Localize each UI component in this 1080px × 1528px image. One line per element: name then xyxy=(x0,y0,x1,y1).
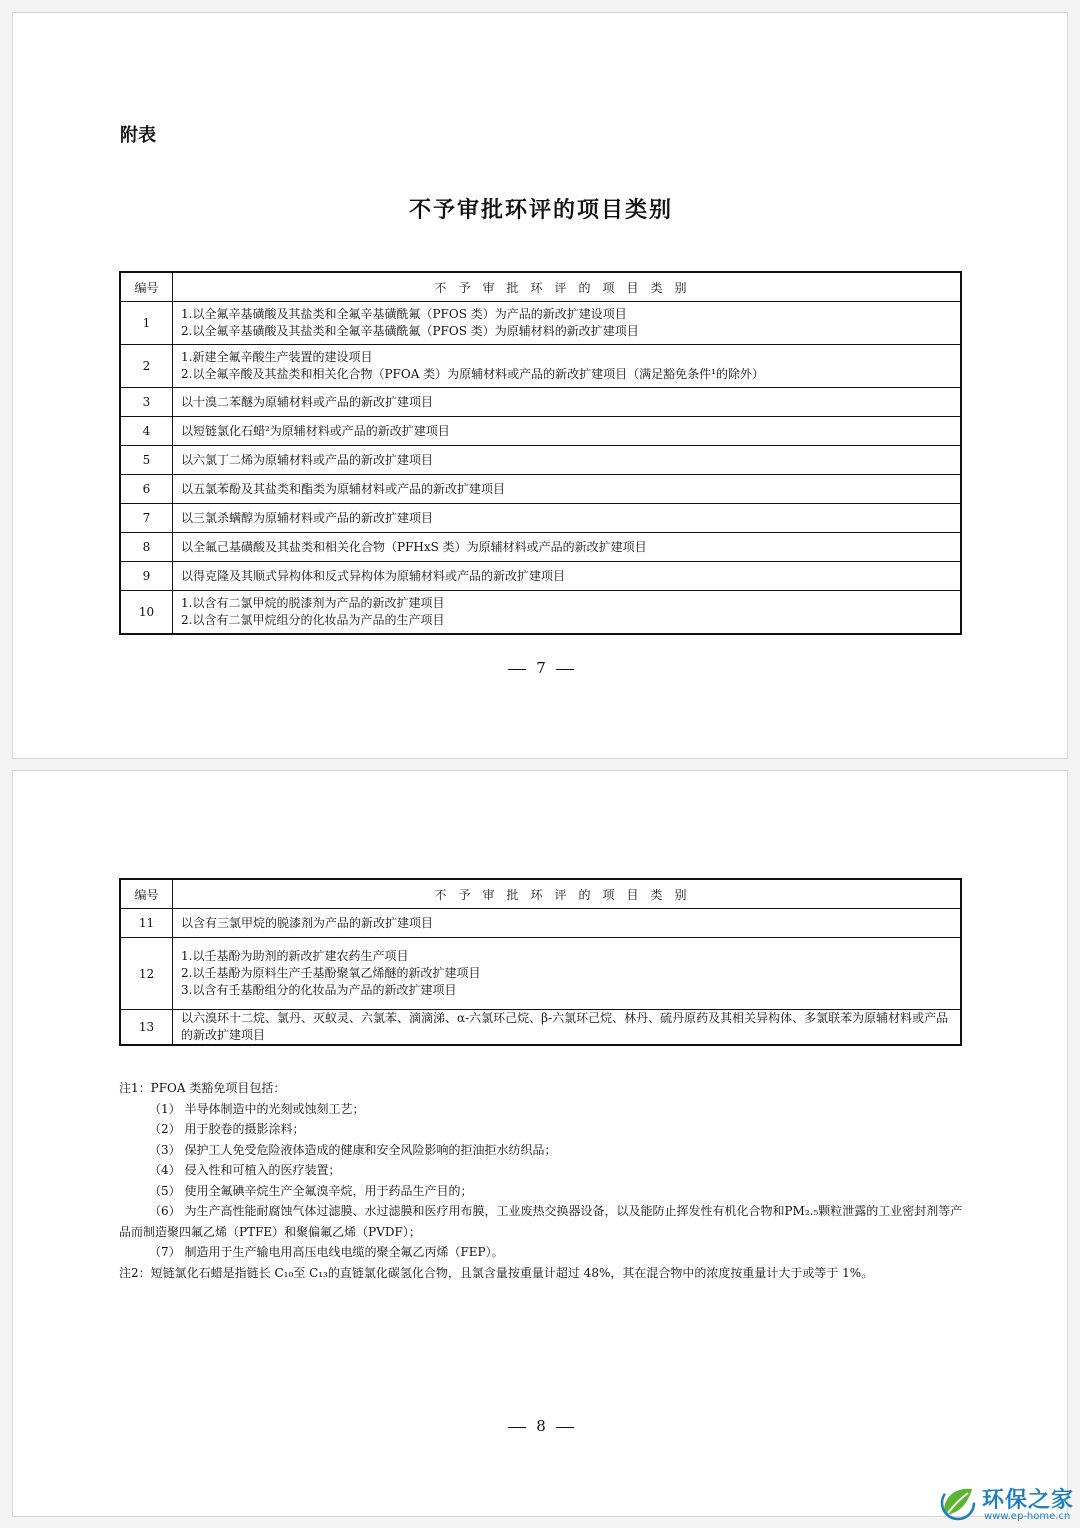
header-number: 编号 xyxy=(120,879,173,909)
row-number: 3 xyxy=(120,388,173,417)
row-content xyxy=(173,562,962,591)
row-number: 11 xyxy=(120,909,173,938)
table-body xyxy=(120,909,961,1046)
page-number-value: 8 xyxy=(536,1417,546,1435)
table-row xyxy=(120,475,961,504)
row-content xyxy=(173,388,962,417)
note1-item: （3） 保护工人免受危险液体造成的健康和安全风险影响的拒油拒水纺织品； xyxy=(149,1142,557,1157)
row-number: 2 xyxy=(120,345,173,388)
row-number: 6 xyxy=(120,475,173,504)
leaf-logo-icon xyxy=(938,1483,978,1523)
note1-item: （5） 使用全氟碘辛烷生产全氟溴辛烷，用于药品生产目的； xyxy=(149,1183,473,1198)
row-number: 13 xyxy=(120,1010,173,1046)
row-number: 4 xyxy=(120,417,173,446)
row-content xyxy=(173,591,962,634)
document-page-7 xyxy=(12,12,1068,759)
row-content xyxy=(173,938,962,1010)
note2: 注2：短链氯化石蜡是指链长 C₁₀至 C₁₃的直链氯化碳氢化合物，且氯含量按重量计超过 48%，其在混合物中的浓度按重量计大于或等于 1%。 xyxy=(119,1265,874,1280)
table-header-row xyxy=(120,272,961,302)
table-row xyxy=(120,533,961,562)
content-line: 以五氯苯酚及其盐类和酯类为原辅材料或产品的新改扩建项目 xyxy=(181,481,506,496)
page-number-value: 7 xyxy=(536,659,546,677)
row-content xyxy=(173,302,962,345)
content-line: 2.以全氟辛酸及其盐类和相关化合物（PFOA 类）为原辅材料或产品的新改扩建项目（满足豁免条件¹的除外） xyxy=(181,367,764,381)
watermark-logo xyxy=(938,1483,1078,1523)
table-row xyxy=(120,302,961,345)
attachment-label: 附表 xyxy=(120,125,156,146)
note1-item: （7） 制造用于生产输电用高压电线电缆的聚全氟乙丙烯（FEP）。 xyxy=(149,1245,504,1259)
row-number: 9 xyxy=(120,562,173,591)
note1-items xyxy=(119,1099,964,1263)
category-table-continued xyxy=(119,878,962,1046)
content-line: 以含有三氯甲烷的脱漆剂为产品的新改扩建项目 xyxy=(181,915,434,930)
row-content xyxy=(173,504,962,533)
dash-left xyxy=(508,1427,526,1428)
content-line: 1.以全氟辛基磺酸及其盐类和全氟辛基磺酰氟（PFOS 类）为产品的新改扩建设项目 xyxy=(181,307,627,321)
content-line: 以三氯杀螨醇为原辅材料或产品的新改扩建项目 xyxy=(181,510,434,525)
note1-item: （2） 用于胶卷的摄影涂料； xyxy=(149,1122,305,1136)
content-line: 2.以含有二氯甲烷组分的化妆品为产品的生产项目 xyxy=(181,612,445,627)
content-line: 2.以全氟辛基磺酸及其盐类和全氟辛基磺酰氟（PFOS 类）为原辅材料的新改扩建项目 xyxy=(181,324,639,338)
note1-item: （6） 为生产高性能耐腐蚀气体过滤膜、水过滤膜和医疗用布膜，工业废热交换器设备，以及能防止挥发性有机化合物和PM₂.₅颗粒泄露的工业密封剂等产品而制造聚四氟乙烯（PTFE）和聚偏氟乙烯（PVDF）； xyxy=(119,1204,963,1239)
row-content xyxy=(173,909,962,938)
content-line: 1.以含有二氯甲烷的脱漆剂为产品的新改扩建项目 xyxy=(181,595,445,610)
dash-left xyxy=(508,669,526,670)
content-line: 3.以含有壬基酚组分的化妆品为产品的新改扩建项目 xyxy=(181,983,457,997)
row-number: 7 xyxy=(120,504,173,533)
page-number xyxy=(13,659,1069,677)
table-row xyxy=(120,504,961,533)
header-category: 不予审批环评的项目类别 xyxy=(173,272,962,302)
row-number: 10 xyxy=(120,591,173,634)
content-line: 以六溴环十二烷、氯丹、灭蚁灵、六氯苯、滴滴涕、α-六氯环己烷、β-六氯环己烷、林丹、硫丹原药及其相关异构体、多氯联苯为原辅材料或产品的新改扩建项目 xyxy=(181,1011,949,1042)
table-row xyxy=(120,1010,961,1046)
row-content xyxy=(173,533,962,562)
table-row xyxy=(120,388,961,417)
row-content xyxy=(173,345,962,388)
note1-title: 注1：PFOA 类豁免项目包括： xyxy=(119,1081,286,1095)
header-number: 编号 xyxy=(120,272,173,302)
content-line: 以全氟己基磺酸及其盐类和相关化合物（PFHxS 类）为原辅材料或产品的新改扩建项目 xyxy=(181,539,647,554)
category-table xyxy=(119,271,962,635)
content-line: 以短链氯化石蜡²为原辅材料或产品的新改扩建项目 xyxy=(181,423,450,438)
notes-section xyxy=(119,1078,964,1283)
row-number: 5 xyxy=(120,446,173,475)
note1-item: （4） 侵入性和可植入的医疗装置； xyxy=(149,1163,341,1177)
table-row xyxy=(120,446,961,475)
table-header-row xyxy=(120,879,961,909)
row-number: 12 xyxy=(120,938,173,1010)
content-line: 以十溴二苯醚为原辅材料或产品的新改扩建项目 xyxy=(181,394,434,409)
watermark-brand: 环保之家 xyxy=(982,1488,1075,1513)
row-number: 8 xyxy=(120,533,173,562)
table-row xyxy=(120,345,961,388)
row-content xyxy=(173,475,962,504)
table-row xyxy=(120,909,961,938)
content-line: 以六氯丁二烯为原辅材料或产品的新改扩建项目 xyxy=(181,452,434,467)
document-page-8 xyxy=(12,770,1068,1517)
table-row xyxy=(120,938,961,1010)
content-line: 1.新建全氟辛酸生产装置的建设项目 xyxy=(181,350,373,364)
row-content xyxy=(173,1010,962,1046)
table-body xyxy=(120,302,961,634)
table-row xyxy=(120,417,961,446)
table-row xyxy=(120,562,961,591)
watermark-url: www.ep-home.cn xyxy=(984,1511,1071,1522)
content-line: 2.以壬基酚为原料生产壬基酚聚氧乙烯醚的新改扩建项目 xyxy=(181,966,481,980)
content-line: 1.以壬基酚为助剂的新改扩建农药生产项目 xyxy=(181,949,409,963)
dash-right xyxy=(556,1427,574,1428)
document-title: 不予审批环评的项目类别 xyxy=(408,197,673,223)
row-content xyxy=(173,417,962,446)
dash-right xyxy=(556,669,574,670)
note1-item: （1） 半导体制造中的光刻或蚀刻工艺； xyxy=(149,1101,365,1116)
table-row xyxy=(120,591,961,634)
content-line: 以得克隆及其顺式异构体和反式异构体为原辅材料或产品的新改扩建项目 xyxy=(181,568,566,583)
page-number xyxy=(13,1417,1069,1435)
row-number: 1 xyxy=(120,302,173,345)
row-content xyxy=(173,446,962,475)
header-category: 不予审批环评的项目类别 xyxy=(173,879,962,909)
